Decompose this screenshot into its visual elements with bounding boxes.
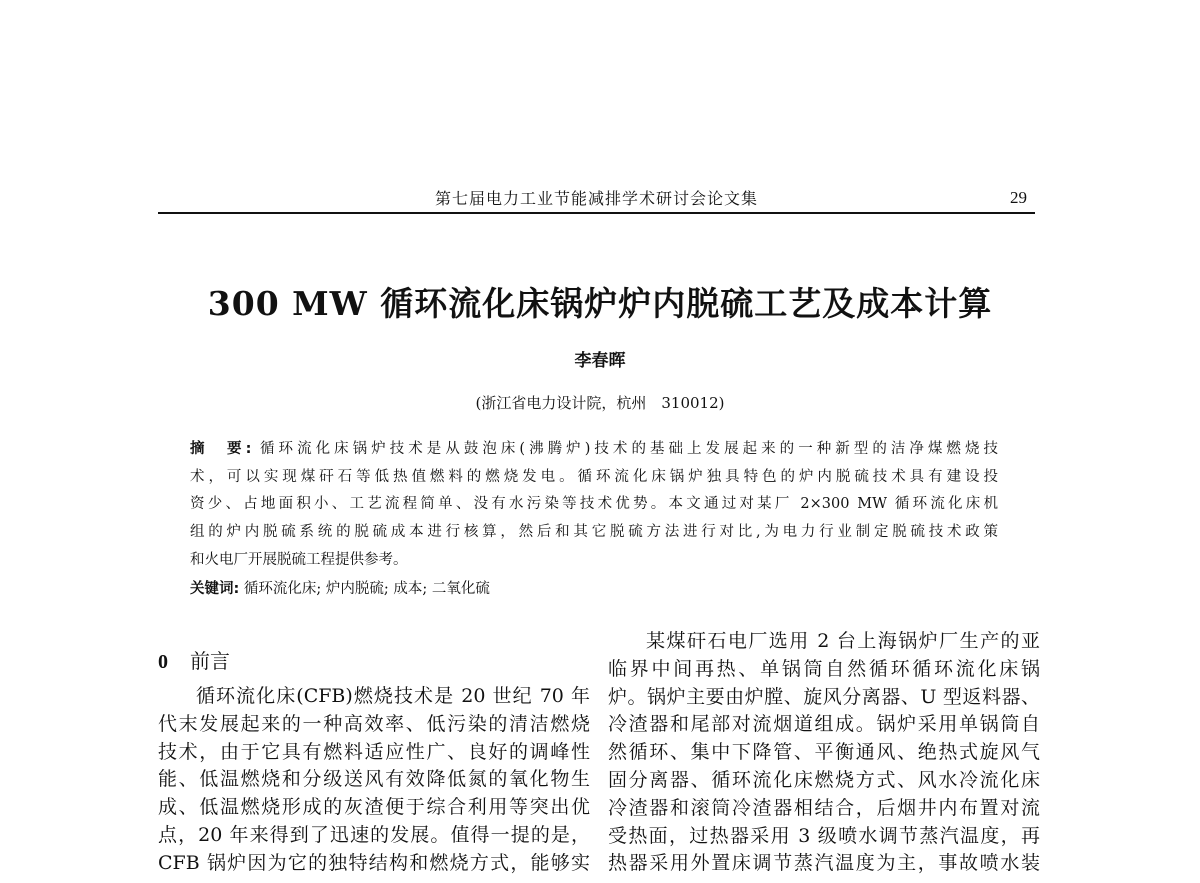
- body-line: 冷渣器和尾部对流烟道组成。锅炉采用单锅筒自: [608, 713, 1040, 736]
- journal-title: 第七届电力工业节能减排学术研讨会论文集: [434, 189, 758, 208]
- body-line: 受热面，过热器采用 3 级喷水调节蒸汽温度，再: [608, 824, 1040, 847]
- left-column: [158, 683, 590, 878]
- keywords: [190, 577, 490, 601]
- body-line: 循环流化床(CFB)燃烧技术是 20 世纪 70 年: [196, 685, 590, 707]
- body-line: 能、低温燃烧和分级送风有效降低氮的氧化物生: [158, 768, 590, 791]
- body-line: 点，20 年来得到了迅速的发展。值得一提的是，: [158, 823, 590, 846]
- page-number: 29: [1010, 188, 1027, 207]
- abstract-text: 循环流化床锅炉技术是从鼓泡床(沸腾炉)技术的基础上发展起来的一种新型的洁净煤燃烧技: [260, 441, 998, 457]
- abstract-label: 摘 要:: [190, 441, 252, 457]
- body-line: 技术，由于它具有燃料适应性广、良好的调峰性: [158, 740, 590, 763]
- body-line: 某煤矸石电厂选用 2 台上海锅炉厂生产的亚: [646, 630, 1040, 652]
- running-header: [158, 186, 1035, 214]
- body-line: 冷渣器和滚筒冷渣器相结合，后烟井内布置对流: [608, 796, 1040, 819]
- body-line: 临界中间再热、单锅筒自然循环循环流化床锅: [608, 657, 1040, 680]
- section-title: 前言: [190, 649, 230, 673]
- affiliation: (浙江省电力设计院，杭州 310012): [475, 394, 725, 412]
- body-line: 炉。锅炉主要由炉膛、旋风分离器、U 型返料器、: [608, 685, 1040, 708]
- keywords-text: 循环流化床; 炉内脱硫; 成本; 二氧化硫: [243, 581, 490, 597]
- section-number: 0: [158, 651, 168, 673]
- abstract-line: 组的炉内脱硫系统的脱硫成本进行核算，然后和其它脱硫方法进行对比,为电力行业制定脱硫技术政策: [190, 524, 998, 541]
- abstract: [190, 436, 998, 574]
- body-line: 代末发展起来的一种高效率、低污染的清洁燃烧: [158, 712, 590, 735]
- abstract-line: 术，可以实现煤矸石等低热值燃料的燃烧发电。循环流化床锅炉独具特色的炉内脱硫技术具有建设投: [190, 468, 998, 485]
- abstract-line: [190, 436, 998, 464]
- author: 李春晖: [574, 351, 626, 371]
- body-line: CFB 锅炉因为它的独特结构和燃烧方式，能够实: [158, 851, 590, 874]
- paper-title: 300 MW 循环流化床锅炉炉内脱硫工艺及成本计算: [207, 284, 993, 323]
- body-line: 固分离器、循环流化床燃烧方式、风水冷流化床: [608, 768, 1040, 791]
- section-heading: [158, 645, 230, 674]
- body-line: 然循环、集中下降管、平衡通风、绝热式旋风气: [608, 741, 1040, 764]
- keywords-label: 关键词:: [190, 581, 240, 597]
- abstract-line: 资少、占地面积小、工艺流程简单、没有水污染等技术优势。本文通过对某厂 2×300 MW 循环流化床机: [190, 496, 998, 513]
- right-column: [608, 628, 1040, 878]
- abstract-line: 和火电厂开展脱硫工程提供参考。: [190, 551, 408, 568]
- body-line: 热器采用外置床调节蒸汽温度为主，事故喷水装: [608, 852, 1040, 875]
- body-line: 成、低温燃烧形成的灰渣便于综合利用等突出优: [158, 796, 590, 819]
